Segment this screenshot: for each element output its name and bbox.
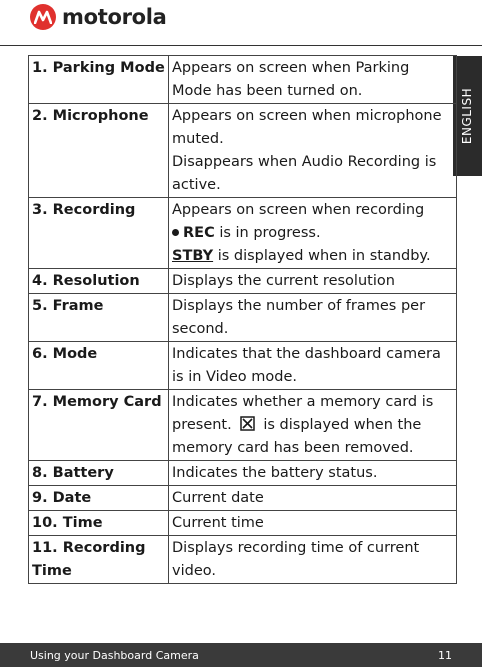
- row-description-text: Indicates whether a memory card is present.: [172, 394, 434, 433]
- language-tab-label: ENGLISH: [460, 87, 475, 145]
- no-memory-card-icon: [240, 416, 255, 431]
- page-number: 11: [438, 648, 452, 662]
- motorola-logo-icon: [30, 4, 56, 30]
- brand: [30, 4, 167, 30]
- stby-indicator: STBY: [172, 248, 214, 264]
- row-description: Appears on screen when Parking Mode has been turned on.: [169, 56, 457, 104]
- row-term: 11. Recording Time: [29, 536, 169, 584]
- table-row: [29, 342, 457, 390]
- row-term: 6. Mode: [29, 342, 169, 390]
- table-row: [29, 486, 457, 511]
- row-description: Current date: [169, 486, 457, 511]
- table-row: [29, 269, 457, 294]
- row-term: 9. Date: [29, 486, 169, 511]
- row-description-text: is displayed when the memory card has been removed.: [172, 417, 422, 456]
- row-description: Displays the current resolution: [169, 269, 457, 294]
- table-row: [29, 104, 457, 198]
- row-term: 7. Memory Card: [29, 390, 169, 461]
- row-description: Indicates the battery status.: [169, 461, 457, 486]
- row-term: 10. Time: [29, 511, 169, 536]
- row-term: 1. Parking Mode: [29, 56, 169, 104]
- row-description: [169, 390, 457, 461]
- feature-table: [28, 55, 457, 584]
- row-description: Current time: [169, 511, 457, 536]
- row-description: [169, 198, 457, 269]
- table-row: [29, 461, 457, 486]
- header-divider: [0, 45, 482, 46]
- row-description-text: is in progress.: [214, 225, 321, 241]
- row-term: 2. Microphone: [29, 104, 169, 198]
- language-tab: [453, 56, 482, 176]
- table-row: [29, 198, 457, 269]
- page-footer: [0, 643, 482, 667]
- row-term: 3. Recording: [29, 198, 169, 269]
- row-description-text: Appears on screen when recording: [172, 202, 425, 218]
- row-term: 5. Frame: [29, 294, 169, 342]
- table-row: [29, 511, 457, 536]
- row-term: 4. Resolution: [29, 269, 169, 294]
- table-row: [29, 56, 457, 104]
- row-description-line: Disappears when Audio Recording is active.: [172, 154, 437, 193]
- row-description: Displays the number of frames per second.: [169, 294, 457, 342]
- row-description: Displays recording time of current video.: [169, 536, 457, 584]
- row-description-text: is displayed when in standby.: [213, 248, 431, 264]
- row-term: 8. Battery: [29, 461, 169, 486]
- record-dot-icon: [172, 229, 179, 236]
- row-description: Indicates that the dashboard camera is in Video mode.: [169, 342, 457, 390]
- footer-title: Using your Dashboard Camera: [30, 648, 199, 662]
- brand-name: motorola: [62, 5, 167, 29]
- table-row: [29, 294, 457, 342]
- table-row: [29, 390, 457, 461]
- row-description: [169, 104, 457, 198]
- table-row: [29, 536, 457, 584]
- rec-indicator: REC: [183, 225, 215, 241]
- row-description-line: Appears on screen when microphone muted.: [172, 108, 442, 147]
